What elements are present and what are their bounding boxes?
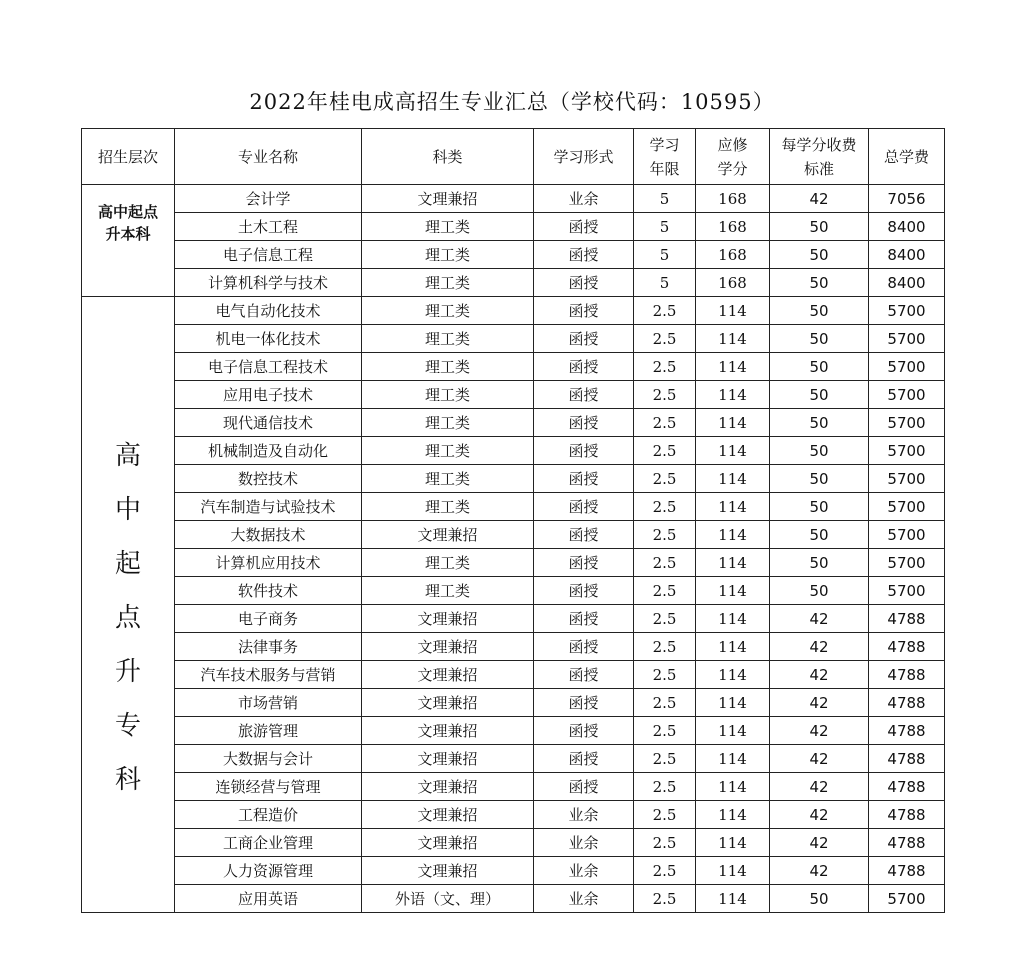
cell-credits: 114 — [696, 829, 770, 857]
cell-years: 2.5 — [634, 465, 696, 493]
cell-fee-per-credit: 50 — [770, 577, 869, 605]
cell-category: 文理兼招 — [362, 773, 534, 801]
cell-years: 5 — [634, 241, 696, 269]
cell-credits: 114 — [696, 325, 770, 353]
cell-major: 工程造价 — [175, 801, 362, 829]
cell-total-fee: 4788 — [869, 801, 945, 829]
table-body — [82, 185, 945, 913]
cell-mode: 函授 — [534, 381, 634, 409]
level-cell-undergraduate — [82, 185, 175, 297]
cell-total-fee: 8400 — [869, 213, 945, 241]
cell-category: 文理兼招 — [362, 689, 534, 717]
cell-mode: 函授 — [534, 577, 634, 605]
cell-total-fee: 5700 — [869, 465, 945, 493]
cell-total-fee: 4788 — [869, 829, 945, 857]
header-row — [82, 129, 945, 185]
cell-total-fee: 5700 — [869, 493, 945, 521]
cell-years: 2.5 — [634, 661, 696, 689]
cell-mode: 函授 — [534, 465, 634, 493]
cell-total-fee: 5700 — [869, 353, 945, 381]
cell-years: 2.5 — [634, 577, 696, 605]
table-row — [82, 297, 945, 325]
cell-total-fee: 8400 — [869, 269, 945, 297]
cell-credits: 114 — [696, 605, 770, 633]
enrollment-table — [81, 128, 945, 913]
cell-fee-per-credit: 50 — [770, 325, 869, 353]
table-row — [82, 633, 945, 661]
cell-major: 人力资源管理 — [175, 857, 362, 885]
cell-years: 2.5 — [634, 773, 696, 801]
table-row — [82, 801, 945, 829]
cell-mode: 业余 — [534, 857, 634, 885]
cell-years: 2.5 — [634, 885, 696, 913]
cell-mode: 函授 — [534, 773, 634, 801]
cell-major: 连锁经营与管理 — [175, 773, 362, 801]
level-label: 高中起点升本科 — [97, 203, 158, 243]
cell-fee-per-credit: 42 — [770, 773, 869, 801]
cell-major: 电子信息工程 — [175, 241, 362, 269]
cell-total-fee: 5700 — [869, 381, 945, 409]
cell-total-fee: 4788 — [869, 689, 945, 717]
cell-fee-per-credit: 50 — [770, 269, 869, 297]
cell-years: 2.5 — [634, 521, 696, 549]
cell-credits: 114 — [696, 297, 770, 325]
cell-mode: 业余 — [534, 185, 634, 213]
cell-total-fee: 8400 — [869, 241, 945, 269]
table-row — [82, 577, 945, 605]
cell-credits: 114 — [696, 437, 770, 465]
cell-fee-per-credit: 42 — [770, 801, 869, 829]
cell-credits: 114 — [696, 549, 770, 577]
cell-fee-per-credit: 50 — [770, 241, 869, 269]
cell-credits: 168 — [696, 269, 770, 297]
cell-major: 大数据与会计 — [175, 745, 362, 773]
cell-fee-per-credit: 42 — [770, 717, 869, 745]
header-credits — [696, 129, 770, 185]
cell-major: 土木工程 — [175, 213, 362, 241]
table-row — [82, 381, 945, 409]
cell-credits: 114 — [696, 773, 770, 801]
cell-category: 外语（文、理） — [362, 885, 534, 913]
cell-years: 2.5 — [634, 829, 696, 857]
table-row — [82, 213, 945, 241]
table-row — [82, 185, 945, 213]
cell-category: 理工类 — [362, 213, 534, 241]
cell-major: 汽车制造与试验技术 — [175, 493, 362, 521]
cell-category: 理工类 — [362, 549, 534, 577]
cell-mode: 函授 — [534, 241, 634, 269]
cell-major: 应用电子技术 — [175, 381, 362, 409]
header-level: 招生层次 — [82, 129, 175, 185]
table-row — [82, 409, 945, 437]
cell-major: 应用英语 — [175, 885, 362, 913]
cell-category: 理工类 — [362, 381, 534, 409]
table-row — [82, 857, 945, 885]
cell-credits: 114 — [696, 857, 770, 885]
cell-credits: 114 — [696, 717, 770, 745]
cell-credits: 114 — [696, 633, 770, 661]
header-fee-per-credit — [770, 129, 869, 185]
header-years-label: 学习年限 — [649, 135, 680, 178]
header-years — [634, 129, 696, 185]
cell-years: 2.5 — [634, 493, 696, 521]
cell-fee-per-credit: 50 — [770, 521, 869, 549]
table-row — [82, 353, 945, 381]
cell-credits: 114 — [696, 745, 770, 773]
table-row — [82, 325, 945, 353]
cell-credits: 114 — [696, 521, 770, 549]
table-row — [82, 549, 945, 577]
cell-fee-per-credit: 50 — [770, 549, 869, 577]
table-row — [82, 493, 945, 521]
cell-years: 2.5 — [634, 689, 696, 717]
cell-years: 2.5 — [634, 549, 696, 577]
cell-mode: 函授 — [534, 689, 634, 717]
cell-years: 2.5 — [634, 801, 696, 829]
cell-mode: 函授 — [534, 325, 634, 353]
cell-credits: 114 — [696, 465, 770, 493]
table-row — [82, 269, 945, 297]
cell-total-fee: 7056 — [869, 185, 945, 213]
cell-major: 市场营销 — [175, 689, 362, 717]
cell-total-fee: 4788 — [869, 717, 945, 745]
cell-category: 理工类 — [362, 465, 534, 493]
table-row — [82, 661, 945, 689]
cell-mode: 函授 — [534, 213, 634, 241]
header-major: 专业名称 — [175, 129, 362, 185]
cell-years: 5 — [634, 185, 696, 213]
cell-category: 文理兼招 — [362, 857, 534, 885]
header-category: 科类 — [362, 129, 534, 185]
cell-category: 文理兼招 — [362, 717, 534, 745]
cell-major: 旅游管理 — [175, 717, 362, 745]
cell-credits: 168 — [696, 213, 770, 241]
cell-fee-per-credit: 50 — [770, 213, 869, 241]
cell-years: 2.5 — [634, 633, 696, 661]
cell-years: 2.5 — [634, 297, 696, 325]
cell-total-fee: 5700 — [869, 437, 945, 465]
cell-major: 机电一体化技术 — [175, 325, 362, 353]
cell-credits: 114 — [696, 661, 770, 689]
cell-major: 计算机应用技术 — [175, 549, 362, 577]
cell-credits: 114 — [696, 577, 770, 605]
cell-fee-per-credit: 42 — [770, 829, 869, 857]
cell-fee-per-credit: 50 — [770, 493, 869, 521]
cell-fee-per-credit: 42 — [770, 661, 869, 689]
cell-major: 计算机科学与技术 — [175, 269, 362, 297]
cell-total-fee: 4788 — [869, 773, 945, 801]
cell-major: 软件技术 — [175, 577, 362, 605]
table-row — [82, 521, 945, 549]
cell-fee-per-credit: 50 — [770, 381, 869, 409]
cell-years: 5 — [634, 213, 696, 241]
cell-major: 机械制造及自动化 — [175, 437, 362, 465]
cell-mode: 函授 — [534, 717, 634, 745]
table-row — [82, 241, 945, 269]
cell-credits: 168 — [696, 185, 770, 213]
header-credits-label: 应修学分 — [717, 135, 748, 178]
cell-total-fee: 5700 — [869, 521, 945, 549]
header-mode: 学习形式 — [534, 129, 634, 185]
cell-mode: 函授 — [534, 493, 634, 521]
cell-mode: 函授 — [534, 633, 634, 661]
cell-fee-per-credit: 42 — [770, 605, 869, 633]
cell-category: 文理兼招 — [362, 661, 534, 689]
cell-mode: 函授 — [534, 549, 634, 577]
cell-total-fee: 4788 — [869, 857, 945, 885]
cell-mode: 业余 — [534, 801, 634, 829]
cell-mode: 函授 — [534, 437, 634, 465]
level-cell-junior-college — [82, 297, 175, 913]
cell-total-fee: 4788 — [869, 661, 945, 689]
cell-mode: 函授 — [534, 269, 634, 297]
cell-fee-per-credit: 42 — [770, 633, 869, 661]
cell-major: 现代通信技术 — [175, 409, 362, 437]
cell-fee-per-credit: 50 — [770, 297, 869, 325]
cell-years: 2.5 — [634, 325, 696, 353]
cell-category: 理工类 — [362, 241, 534, 269]
cell-fee-per-credit: 50 — [770, 409, 869, 437]
table-row — [82, 465, 945, 493]
cell-mode: 业余 — [534, 885, 634, 913]
cell-category: 文理兼招 — [362, 633, 534, 661]
cell-category: 文理兼招 — [362, 185, 534, 213]
table-row — [82, 745, 945, 773]
cell-category: 理工类 — [362, 297, 534, 325]
cell-mode: 函授 — [534, 297, 634, 325]
cell-total-fee: 5700 — [869, 549, 945, 577]
cell-years: 2.5 — [634, 353, 696, 381]
cell-category: 理工类 — [362, 577, 534, 605]
cell-mode: 函授 — [534, 661, 634, 689]
header-fee-per-credit-label: 每学分收费标准 — [781, 135, 857, 178]
level-label: 高中起点升专科 — [114, 441, 141, 795]
cell-credits: 114 — [696, 801, 770, 829]
cell-major: 数控技术 — [175, 465, 362, 493]
cell-fee-per-credit: 42 — [770, 857, 869, 885]
cell-fee-per-credit: 50 — [770, 885, 869, 913]
header-total-fee: 总学费 — [869, 129, 945, 185]
cell-total-fee: 5700 — [869, 409, 945, 437]
cell-years: 2.5 — [634, 437, 696, 465]
cell-years: 2.5 — [634, 381, 696, 409]
cell-credits: 114 — [696, 689, 770, 717]
table-row — [82, 605, 945, 633]
table-row — [82, 829, 945, 857]
cell-category: 理工类 — [362, 409, 534, 437]
cell-mode: 函授 — [534, 745, 634, 773]
cell-category: 文理兼招 — [362, 605, 534, 633]
cell-category: 文理兼招 — [362, 829, 534, 857]
cell-fee-per-credit: 50 — [770, 465, 869, 493]
cell-category: 理工类 — [362, 269, 534, 297]
table-header — [82, 129, 945, 185]
cell-credits: 168 — [696, 241, 770, 269]
table-row — [82, 437, 945, 465]
cell-fee-per-credit: 50 — [770, 353, 869, 381]
cell-credits: 114 — [696, 409, 770, 437]
cell-major: 大数据技术 — [175, 521, 362, 549]
cell-major: 电子信息工程技术 — [175, 353, 362, 381]
cell-credits: 114 — [696, 353, 770, 381]
cell-credits: 114 — [696, 381, 770, 409]
table-row — [82, 885, 945, 913]
cell-category: 文理兼招 — [362, 521, 534, 549]
cell-major: 工商企业管理 — [175, 829, 362, 857]
cell-years: 2.5 — [634, 857, 696, 885]
cell-years: 2.5 — [634, 717, 696, 745]
cell-total-fee: 4788 — [869, 605, 945, 633]
cell-years: 5 — [634, 269, 696, 297]
cell-category: 理工类 — [362, 437, 534, 465]
cell-fee-per-credit: 42 — [770, 745, 869, 773]
cell-major: 电气自动化技术 — [175, 297, 362, 325]
cell-total-fee: 4788 — [869, 745, 945, 773]
cell-total-fee: 4788 — [869, 633, 945, 661]
cell-major: 会计学 — [175, 185, 362, 213]
cell-fee-per-credit: 42 — [770, 185, 869, 213]
cell-total-fee: 5700 — [869, 577, 945, 605]
cell-mode: 函授 — [534, 409, 634, 437]
cell-years: 2.5 — [634, 409, 696, 437]
cell-fee-per-credit: 50 — [770, 437, 869, 465]
table-row — [82, 689, 945, 717]
cell-total-fee: 5700 — [869, 325, 945, 353]
document-title: 2022年桂电成高招生专业汇总（学校代码：10595） — [249, 90, 775, 114]
cell-years: 2.5 — [634, 745, 696, 773]
cell-mode: 函授 — [534, 605, 634, 633]
cell-category: 文理兼招 — [362, 745, 534, 773]
cell-category: 理工类 — [362, 493, 534, 521]
cell-mode: 函授 — [534, 353, 634, 381]
cell-total-fee: 5700 — [869, 297, 945, 325]
cell-years: 2.5 — [634, 605, 696, 633]
cell-major: 法律事务 — [175, 633, 362, 661]
cell-mode: 函授 — [534, 521, 634, 549]
cell-category: 文理兼招 — [362, 801, 534, 829]
cell-category: 理工类 — [362, 325, 534, 353]
cell-credits: 114 — [696, 493, 770, 521]
cell-fee-per-credit: 42 — [770, 689, 869, 717]
cell-mode: 业余 — [534, 829, 634, 857]
cell-credits: 114 — [696, 885, 770, 913]
cell-major: 电子商务 — [175, 605, 362, 633]
cell-major: 汽车技术服务与营销 — [175, 661, 362, 689]
cell-category: 理工类 — [362, 353, 534, 381]
table-row — [82, 773, 945, 801]
table-row — [82, 717, 945, 745]
cell-total-fee: 5700 — [869, 885, 945, 913]
